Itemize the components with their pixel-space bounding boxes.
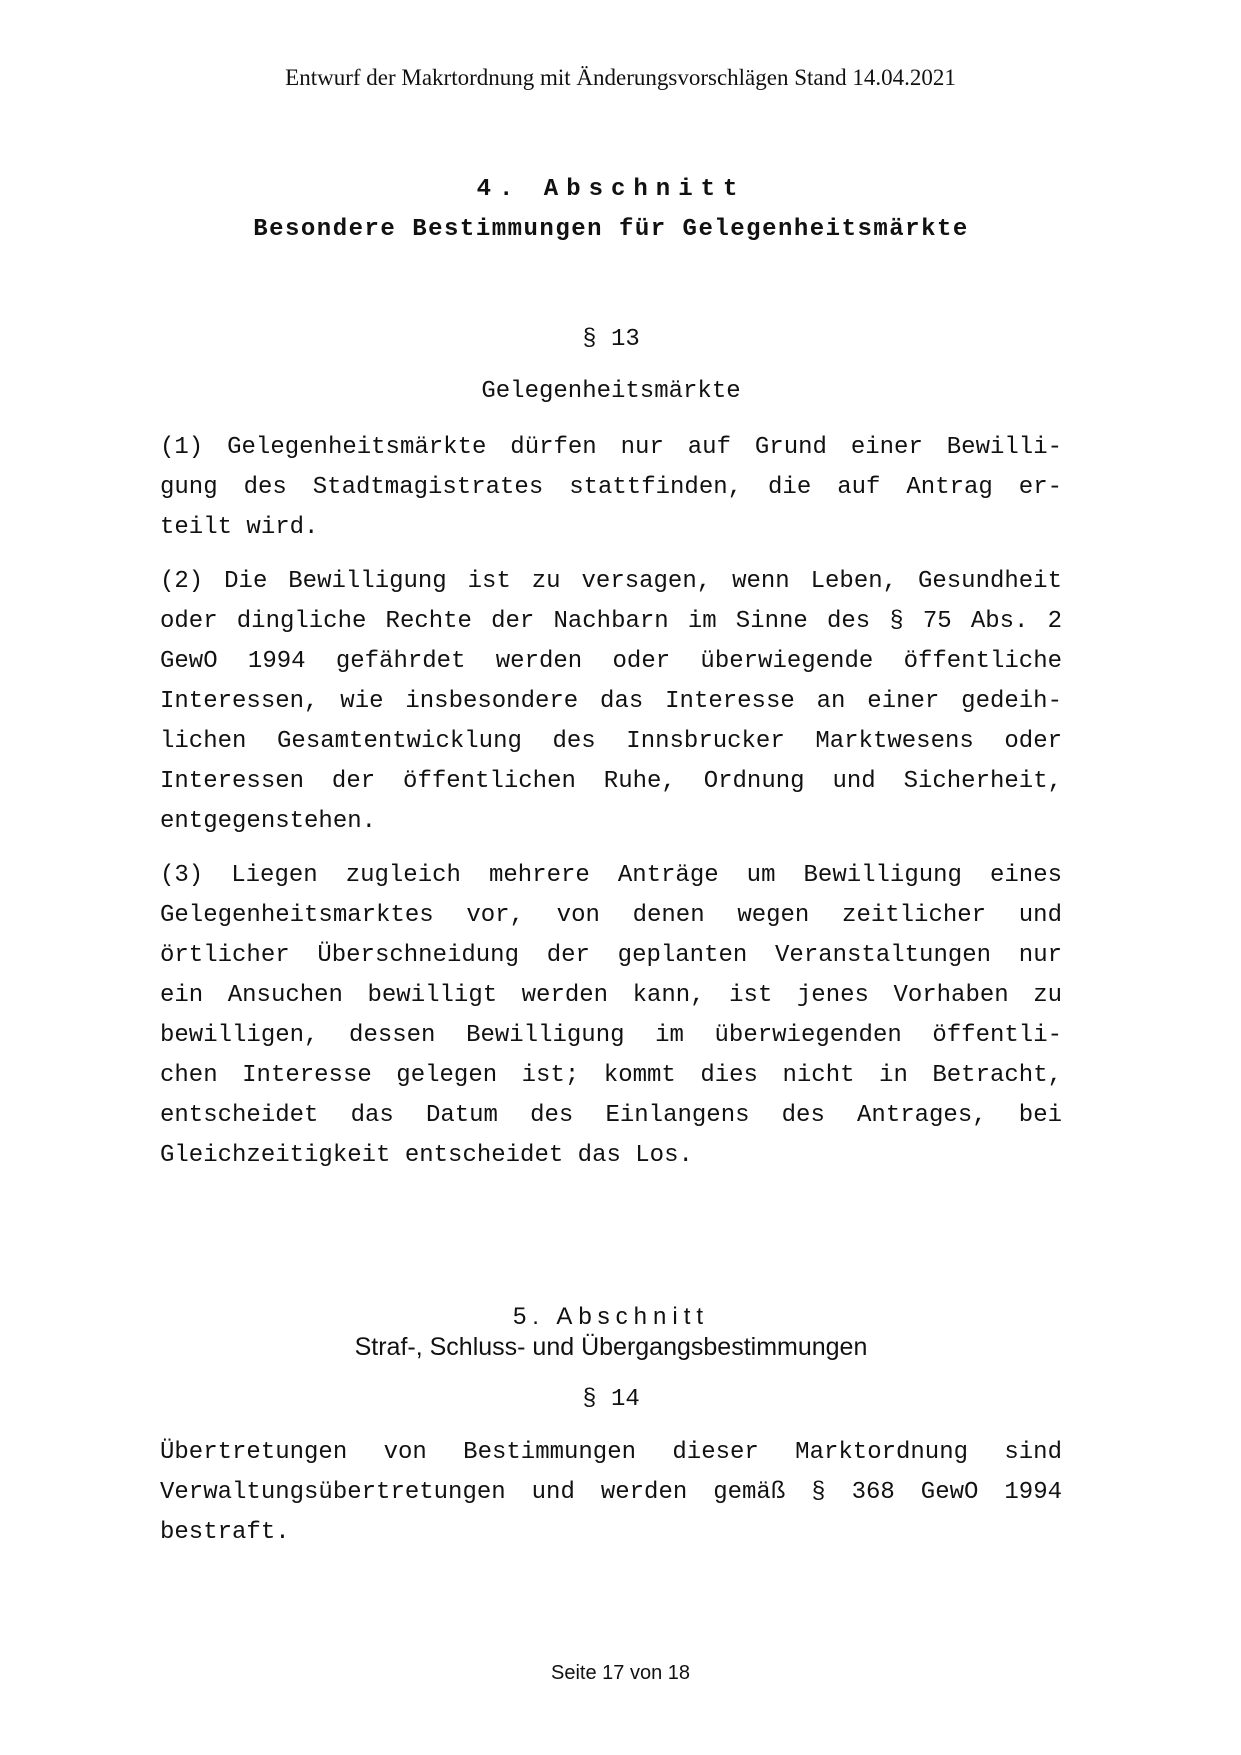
text-line: Übertretungen von Bestimmungen dieser Marktordnung sind	[160, 1439, 1062, 1466]
text-line: Gelegenheitsmarktes vor, von denen wegen zeitlicher und	[160, 902, 1062, 929]
text-line: gung des Stadtmagistrates stattfinden, die auf Antrag er-	[160, 474, 1062, 501]
paragraph-13-abs-3	[160, 856, 1062, 1176]
text-line: teilt wird.	[160, 514, 319, 541]
section-5-title: Straf-, Schluss- und Übergangsbestimmungen	[354, 1333, 868, 1361]
text-line: (2) Die Bewilligung ist zu versagen, wenn Leben, Gesundheit	[160, 568, 1062, 595]
section-4-number: 4. Abschnitt	[476, 176, 746, 203]
text-line: Gleichzeitigkeit entscheidet das Los.	[160, 1142, 693, 1169]
paragraph-13-abs-2	[160, 562, 1062, 842]
paragraph-13-abs-1	[160, 428, 1062, 548]
text-line: lichen Gesamtentwicklung des Innsbrucker Marktwesens oder	[160, 728, 1062, 755]
page-header-text: Entwurf der Makrtordnung mit Änderungsvorschlägen Stand 14.04.2021	[285, 65, 956, 90]
text-line: ein Ansuchen bewilligt werden kann, ist jenes Vorhaben zu	[160, 982, 1062, 1009]
text-line: Verwaltungsübertretungen und werden gemäß § 368 GewO 1994	[160, 1479, 1062, 1506]
paragraph-14-label: § 14	[582, 1386, 640, 1413]
text-line: (3) Liegen zugleich mehrere Anträge um Bewilligung eines	[160, 862, 1062, 889]
text-line: bewilligen, dessen Bewilligung im überwiegenden öffentli-	[160, 1022, 1062, 1049]
text-line: Interessen der öffentlichen Ruhe, Ordnung und Sicherheit,	[160, 768, 1062, 795]
text-line: oder dingliche Rechte der Nachbarn im Sinne des § 75 Abs. 2	[160, 608, 1062, 635]
text-line: Interessen, wie insbesondere das Interesse an einer gedeih-	[160, 688, 1062, 715]
text-line: GewO 1994 gefährdet werden oder überwiegende öffentliche	[160, 648, 1062, 675]
paragraph-13-label: § 13	[582, 326, 640, 353]
paragraph-14-body	[160, 1433, 1062, 1553]
text-line: örtlicher Überschneidung der geplanten Veranstaltungen nur	[160, 942, 1062, 969]
text-line: bestraft.	[160, 1519, 290, 1546]
paragraph-13-title: Gelegenheitsmärkte	[481, 378, 741, 405]
text-line: (1) Gelegenheitsmärkte dürfen nur auf Grund einer Bewilli-	[160, 434, 1062, 461]
text-line: entgegenstehen.	[160, 808, 377, 835]
text-line: entscheidet das Datum des Einlangens des Antrages, bei	[160, 1102, 1062, 1129]
section-5-number: 5. Abschnitt	[512, 1303, 710, 1330]
text-line: chen Interesse gelegen ist; kommt dies nicht in Betracht,	[160, 1062, 1062, 1089]
page-footer: Seite 17 von 18	[551, 1662, 690, 1684]
section-5-heading	[160, 1302, 1062, 1362]
section-4-title: Besondere Bestimmungen für Gelegenheitsmärkte	[253, 216, 969, 243]
